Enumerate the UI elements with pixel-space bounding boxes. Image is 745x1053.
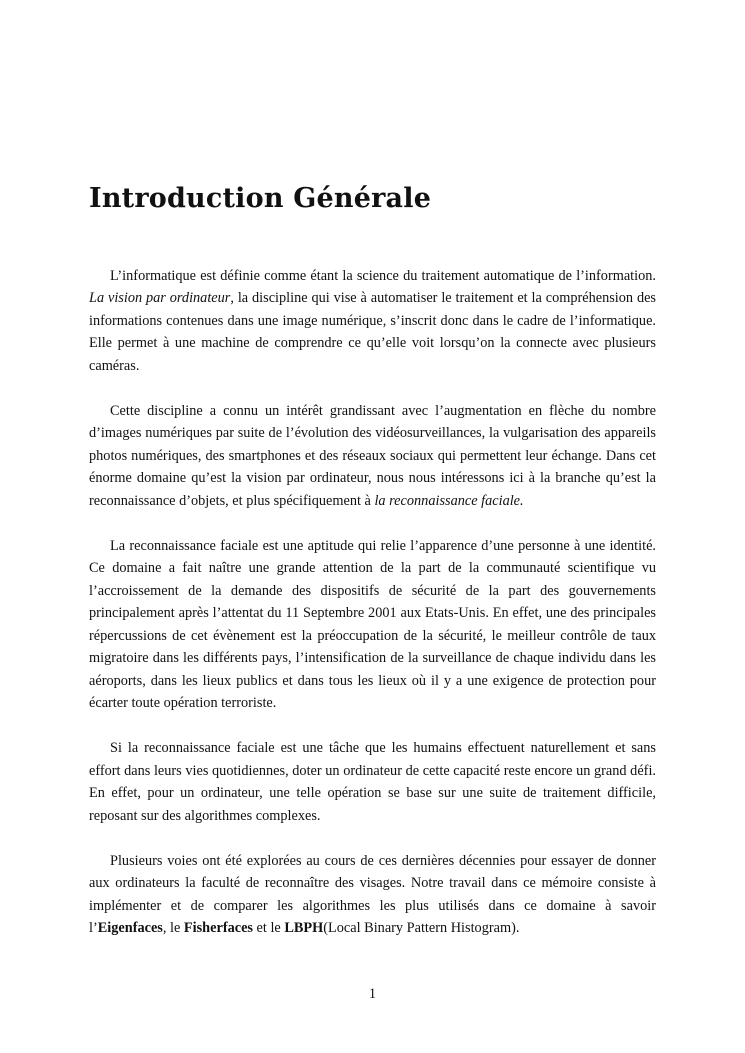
term-eigenfaces: Eigenfaces — [97, 920, 163, 937]
paragraph-5 — [89, 850, 656, 940]
paragraph-3 — [89, 535, 656, 714]
page-number: 1 — [368, 986, 377, 1002]
paragraph-1 — [89, 265, 656, 377]
paragraph-1-text-a: L’informatique est définie comme étant la science du traitement automatique de l’information. — [110, 268, 656, 284]
paragraph-4-text: Si la reconnaissance faciale est une tâche que les humains effectuent naturellement et sans effort dans leurs vies quotidiennes, doter un ordinateur de cette capacité reste encore un grand défi. En effet, pour un ordinateur, une telle opération se base sur une suite de traitement difficile, reposant sur des algorithmes complexes. — [89, 740, 656, 824]
paragraph-4 — [89, 737, 656, 827]
paragraph-5-text-c: et le — [252, 920, 285, 937]
paragraph-3-text: La reconnaissance faciale est une aptitude qui relie l’apparence d’une personne à une identité. Ce domaine a fait naître une grande attention de la part de la communauté scientifique vu l’accroissement de la demande des dispositifs de sécurité de la part des gouvernements principalement après l’attentat du 11 Septembre 2001 aux Etats-Unis. En effet, une des principales répercussions de cet évènement est la préoccupation de la sécurité, le meilleur contrôle de taux migratoire dans les différents pays, l’intensification de la surveillance de chaque individu dans les aéroports, dans les lieux publics et dans tous les lieux où il y a une exigence de protection pour écarter toute opération terroriste. — [89, 538, 656, 711]
paragraph-1-text-b: , la discipline qui vise à automatiser le traitement et la compréhension des informations contenues dans une image numérique, s’inscrit donc dans le cadre de l’informatique. Elle permet à une machine de comprendre ce qu’elle voit lorsqu’on la connecte avec plusieurs caméras. — [89, 290, 656, 374]
paragraph-5-text-b: , le — [162, 920, 184, 937]
paragraph-2-text-a: Cette discipline a connu un intérêt grandissant avec l’augmentation en flèche du nombre d’images numériques par suite de l’évolution des vidéosurveillances, la vulgarisation des appareils photos numériques, des smartphones et des réseaux sociaux qui permettent leur échange. Dans cet énorme domaine qu’est la vision par ordinateur, nous nous intéressons ici à la branche qu’est la reconnaissance d’objets, et plus spécifiquement à — [89, 403, 656, 509]
paragraph-5-text-d: (Local Binary Pattern Histogram). — [323, 920, 520, 937]
page-title: Introduction Générale — [89, 183, 432, 214]
paragraph-2-emphasis: la reconnaissance faciale. — [374, 492, 524, 509]
term-lbph: LBPH — [284, 920, 324, 937]
paragraph-2 — [89, 400, 656, 512]
paragraph-1-emphasis: La vision par ordinateur — [89, 290, 231, 307]
term-fisherfaces: Fisherfaces — [183, 920, 253, 937]
document-body — [89, 265, 656, 963]
paragraph-5-text-a: Plusieurs voies ont été explorées au cours de ces dernières décennies pour essayer de donner aux ordinateurs la faculté de reconnaître des visages. Notre travail dans ce mémoire consiste à implémenter et de comparer les algorithmes les plus utilisés dans ce domaine à savoir l’ — [89, 852, 656, 937]
